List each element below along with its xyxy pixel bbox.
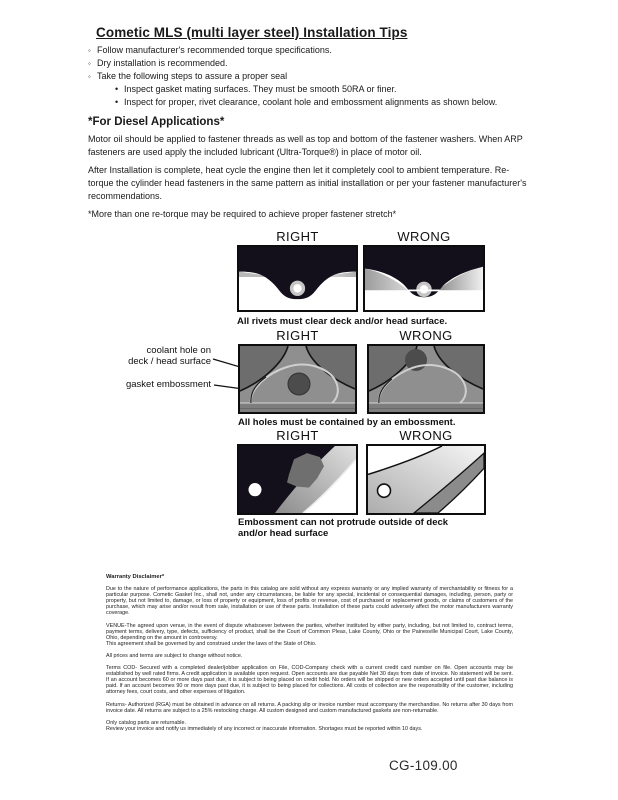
legal-disclaimer: [106, 574, 513, 732]
wrong-label: WRONG: [399, 428, 453, 443]
embossment-caption: Embossment can not protrude outside of deck and/or head surface: [238, 517, 449, 539]
wrong-label: WRONG: [399, 328, 453, 343]
embossment-right-figure: [237, 444, 358, 515]
diesel-heading: *For Diesel Applications*: [88, 116, 225, 128]
legal-paragraph: VENUE-The agreed upon venue, in the event of dispute whatsoever between the parties, whether instituted by either party, including, but not limited to, contract terms, payment terms, delivery, type, defects, sufficiency of product, shall be the Court of Common Pleas, Lake County, Ohio or the Painesville Municipal Court, Lake County, Ohio, depending on the amount in controversy.: [106, 622, 513, 641]
coolant-hole-label: coolant hole on deck / head surface: [128, 345, 211, 367]
legal-paragraph: All prices and terms are subject to change without notice.: [106, 652, 243, 659]
rivet-clear-diagram: [239, 247, 356, 310]
legal-paragraph: Only catalog parts are returnable.: [106, 719, 187, 726]
legal-paragraph: This agreement shall be governed by and construed under the laws of the State of Ohio.: [106, 640, 317, 647]
page-number: CG-109.00: [389, 758, 458, 773]
hole-right-figure: [238, 344, 357, 414]
list-item: [88, 83, 548, 96]
diesel-paragraph-1: Motor oil should be applied to fastener threads as well as top and bottom of the fastener washers. When ARP fasteners are used apply the included lubricant (Ultra-Torque®) in place of motor oil.: [88, 134, 523, 157]
tip-text: Inspect gasket mating surfaces. They must be smooth 50RA or finer.: [124, 84, 397, 94]
hole-outside-diagram: [369, 346, 483, 412]
rivet-caption: All rivets must clear deck and/or head surface.: [237, 316, 448, 327]
list-item: [88, 44, 548, 57]
hole-caption: All holes must be contained by an embossment.: [238, 417, 456, 428]
right-label: RIGHT: [276, 428, 319, 443]
right-label: RIGHT: [276, 229, 319, 244]
list-item: [88, 70, 548, 83]
legal-paragraph: Review your invoice and notify us immediately of any incorrect or inaccurate information. Shortages must be reported within 10 days.: [106, 725, 423, 732]
embossment-wrong-figure: [366, 444, 486, 515]
legal-paragraph: Terms COD- Secured with a completed dealer/jobber application on File, COD-Company check with a current credit card number on file. Open accounts may be established by well rated firms. A credit application is available upon request. Open accounts are due payable Net 30 days from date of invoice. No statement will be sent. If an account becomes 60 or more days past due, it is subject to being placed on credit hold. No orders will be shipped or new orders accepted until past due balance is paid. If an account becomes 90 or more days past due, it is subject to being placed for collections. All costs of collection are the responsibility of the customer, including attorney fees, court costs, and other expenses of litigation.: [106, 665, 513, 696]
tip-text: Take the following steps to assure a proper seal: [97, 71, 288, 81]
hole-contained-diagram: [240, 346, 355, 412]
rivet-touching-diagram: [365, 247, 483, 310]
legal-heading: Warranty Disclaimer*: [106, 574, 165, 580]
wrong-label: WRONG: [397, 229, 451, 244]
list-item: [88, 57, 548, 70]
open-bullet-icon: ◦: [88, 46, 91, 55]
tip-text: Inspect for proper, rivet clearance, coolant hole and embossment alignments as shown below.: [124, 97, 498, 107]
installation-tips-list: [88, 44, 548, 109]
open-bullet-icon: ◦: [88, 59, 91, 68]
retorque-note: *More than one re-torque may be required to achieve proper fastener stretch*: [88, 209, 397, 219]
rivet-wrong-figure: [363, 245, 485, 312]
filled-bullet-icon: •: [115, 97, 119, 107]
right-label: RIGHT: [276, 328, 319, 343]
list-item: [88, 96, 548, 109]
hole-wrong-figure: [367, 344, 485, 414]
open-bullet-icon: ◦: [88, 72, 91, 81]
page-title: Cometic MLS (multi layer steel) Installation Tips: [96, 25, 408, 40]
tip-text: Follow manufacturer's recommended torque specifications.: [97, 45, 332, 55]
legal-paragraph: Returns- Authorized (RGA) must be obtained in advance on all returns. A packing slip or invoice number must accompany the merchandise. No returns after 30 days from invoice date. All returns are subject to a 25% restocking charge. All custom designed and custom manufactured gaskets are non-returnable.: [106, 701, 513, 714]
legal-paragraph: Due to the nature of performance applications, the parts in this catalog are sold without any express warranty or any implied warranty of merchantability or fitness for a particular purpose. Cometic Gasket Inc., shall not, under any circumstances, be liable for any special, incidental or consequential damages, including, person, party or property, but not limited to, damage, or loss of property or equipment, loss of profits or revenue, cost of purchased or replacement goods, or claims of customers of the purchase, which may arise and/or result from sale, installation or use of these parts. Installation of these parts could adversely affect the motor manufacturers warranty coverage.: [106, 586, 513, 617]
embossment-protruding-diagram: [368, 446, 484, 513]
embossment-inside-diagram: [239, 446, 356, 513]
filled-bullet-icon: •: [115, 84, 119, 94]
tip-text: Dry installation is recommended.: [97, 58, 228, 68]
rivet-right-figure: [237, 245, 358, 312]
diesel-paragraph-2: After Installation is complete, heat cycle the engine then let it completely cool to ambient temperature. Re-torque the cylinder head fasteners in the same pattern as initial installation or per your fastener manufacturer's recommendations.: [88, 165, 527, 201]
gasket-embossment-label: gasket embossment: [125, 379, 211, 390]
